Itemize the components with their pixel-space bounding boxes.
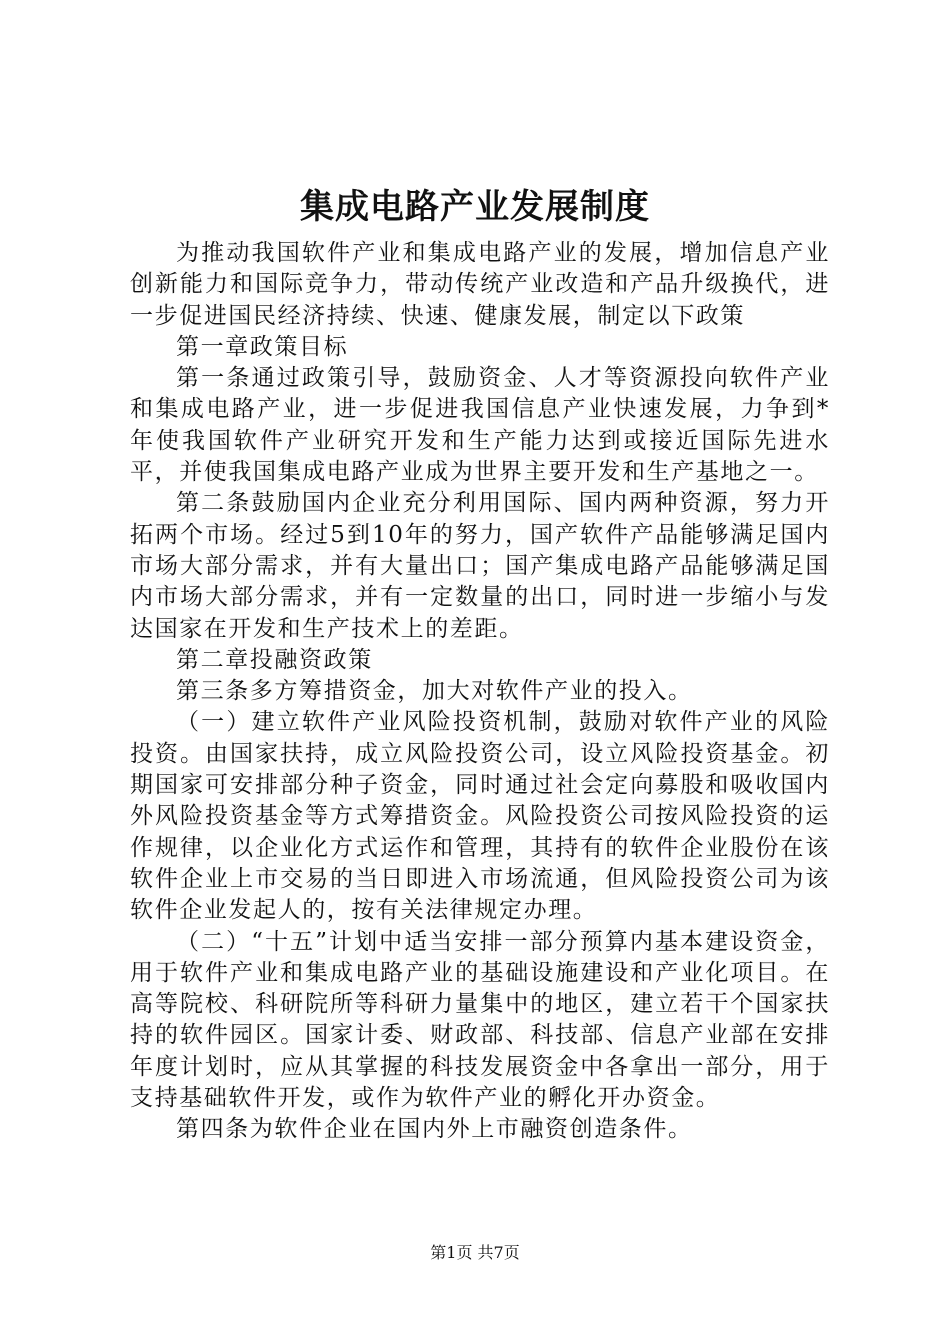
article-4: 第四条为软件企业在国内外上市融资创造条件。 (176, 1116, 693, 1143)
article-2: 第二条鼓励国内企业充分利用国际、国内两种资源，努力开拓两个市场。经过5到10年的努力，国产软件产品能够满足国内市场大部分需求，并有大量出口；国产集成电路产品能够满足国内市场大部分需求，并有一定数量的出口，同时进一步缩小与发达国家在开发和生产技术上的差距。 (130, 490, 830, 642)
article-1: 第一条通过政策引导，鼓励资金、人才等资源投向软件产业和集成电路产业，进一步促进我国信息产业快速发展，力争到*年使我国软件产业研究开发和生产能力达到或接近国际先进水平，并使我国集成电路产业成为世界主要开发和生产基地之一。 (130, 365, 830, 486)
chapter-heading-2: 第二章投融资政策 (176, 646, 373, 673)
page-number-footer: 第1页 共7页 (430, 1243, 520, 1262)
article-3-item-2: （二）“十五”计划中适当安排一部分预算内基本建设资金，用于软件产业和集成电路产业的基础设施建设和产业化项目。在高等院校、科研院所等科研力量集中的地区，建立若干个国家扶持的软件园区。国家计委、财政部、科技部、信息产业部在安排年度计划时，应从其掌握的科技发展资金中各拿出一部分，用于支持基础软件开发，或作为软件产业的孵化开办资金。 (130, 928, 830, 1112)
paragraph-intro: 为推动我国软件产业和集成电路产业的发展，增加信息产业创新能力和国际竞争力，带动传统产业改造和产品升级换代，进一步促进国民经济持续、快速、健康发展，制定以下政策 (130, 240, 830, 329)
document-title: 集成电路产业发展制度 (300, 187, 650, 227)
document-body (130, 238, 830, 1146)
article-3-item-1: （一）建立软件产业风险投资机制，鼓励对软件产业的风险投资。由国家扶持，成立风险投资公司，设立风险投资基金。初期国家可安排部分种子资金，同时通过社会定向募股和吸收国内外风险投资基金等方式筹措资金。风险投资公司按风险投资的运作规律，以企业化方式运作和管理，其持有的软件企业股份在该软件企业上市交易的当日即进入市场流通，但风险投资公司为该软件企业发起人的，按有关法律规定办理。 (130, 709, 830, 924)
chapter-heading-1: 第一章政策目标 (176, 333, 349, 360)
article-3: 第三条多方筹措资金，加大对软件产业的投入。 (176, 678, 693, 705)
